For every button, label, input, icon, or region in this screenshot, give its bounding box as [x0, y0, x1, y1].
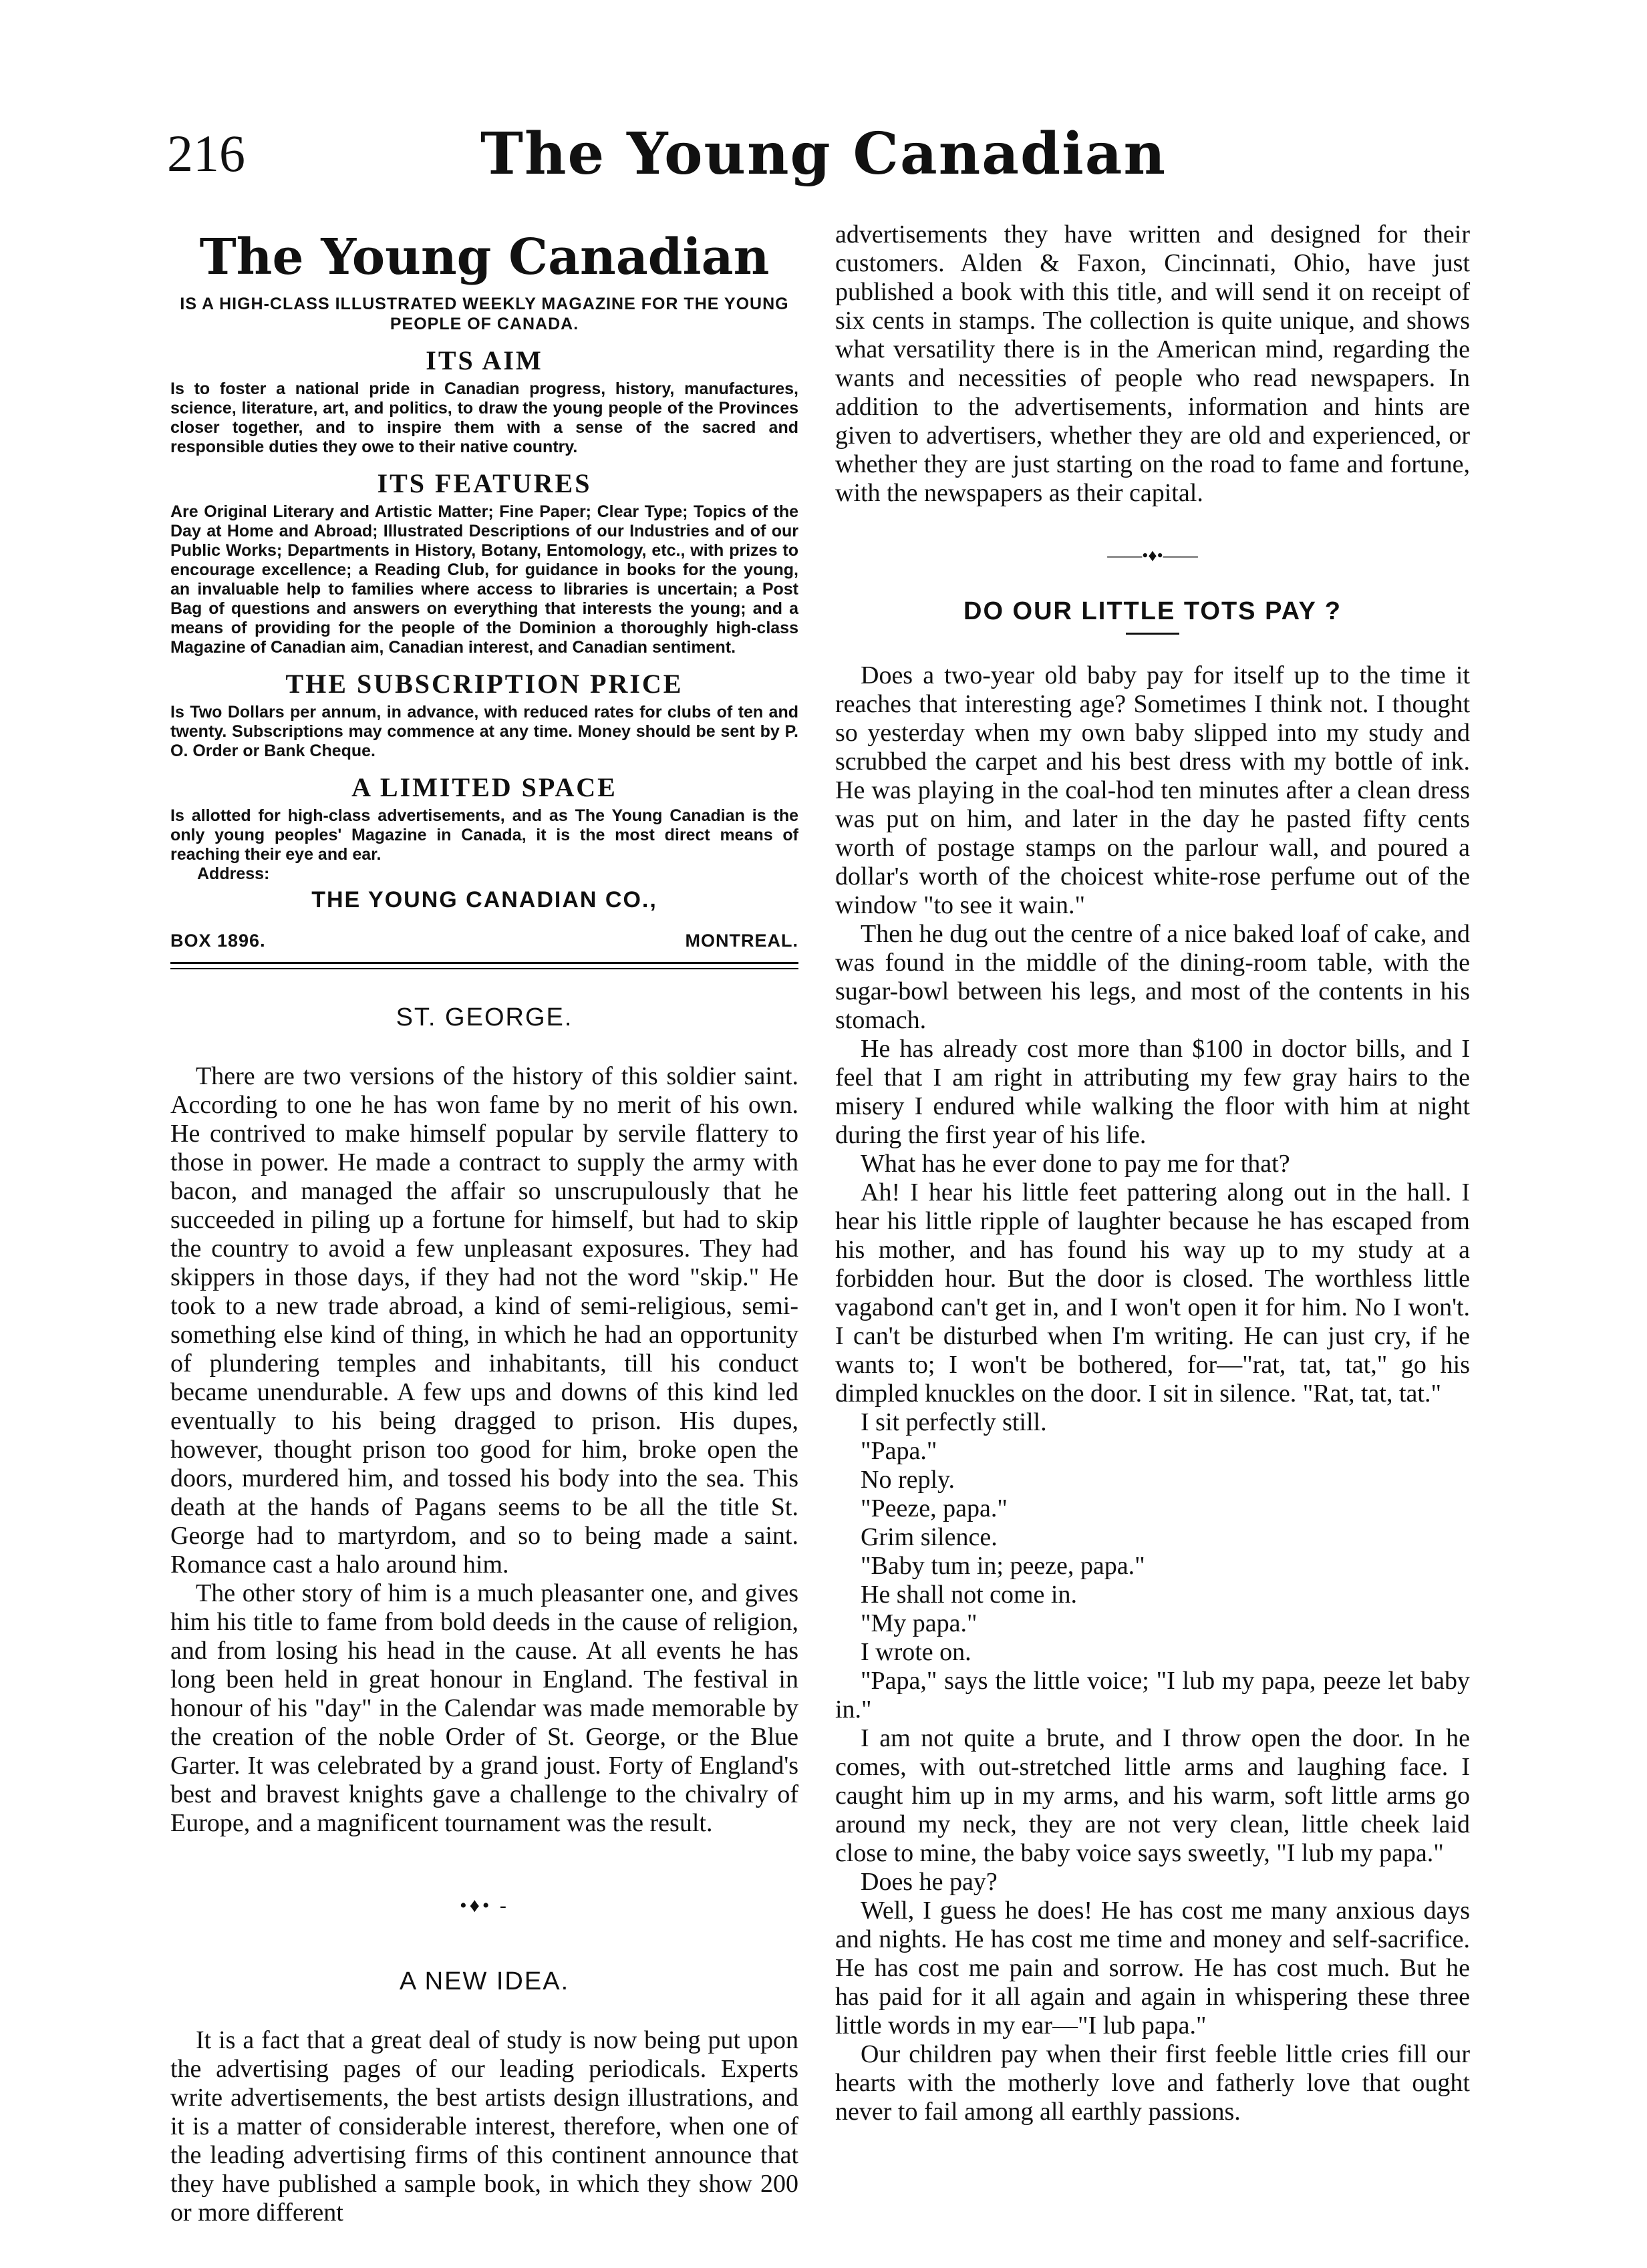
ad-box-subtitle: IS A HIGH-CLASS ILLUSTRATED WEEKLY MAGAZINE FOR THE YOUNG PEOPLE OF CANADA. — [180, 295, 789, 333]
paragraph: The other story of him is a much pleasanter one, and gives him his title to fame from bold deeds in the cause of religion, and from losing his head in the cause. At all events he has long been held in great honour in England. The festival in honour of his "day" in the Calendar was made memorable by the creation of the noble Order of St. George, or the Blue Garter. It was celebrated by a grand joust. Forty of England's best and bravest knights gave a challenge to the chivalry of Europe, and a magnificent tournament was the result. — [170, 1579, 798, 1837]
publication-ad-box — [170, 227, 798, 955]
city: MONTREAL. — [685, 931, 798, 951]
double-rule-divider — [170, 962, 798, 969]
dialogue-line: I wrote on. — [861, 1638, 971, 1666]
paragraph: Then he dug out the centre of a nice baked loaf of cake, and was found in the middle of the dining-room table, with the sugar-bowl between his legs, and most of the contents in his stomach. — [835, 920, 1470, 1034]
address-line — [170, 927, 798, 955]
aim-text: Is to foster a national pride in Canadian progress, history, manufactures, science, literature, art, and politics, to draw the young people of the Provinces closer together, and to inspire them with a sense of the sacred and responsible duties they owe to their native country. — [170, 379, 798, 456]
aim-heading: ITS AIM — [426, 345, 543, 375]
article-title: DO OUR LITTLE TOTS PAY ? — [963, 597, 1342, 625]
address-label: Address: — [197, 864, 270, 883]
left-column — [170, 220, 798, 2227]
section-ornament: •♦• - — [460, 1895, 509, 1917]
paragraph: "Papa," says the little voice; "I lub my papa, peeze let baby in." — [835, 1667, 1470, 1724]
dialogue-line: "My papa." — [861, 1609, 978, 1637]
price-text: Is Two Dollars per annum, in advance, with reduced rates for clubs of ten and twenty. Subscriptions may commence at any time. Money should be sent by P. O. Order or Bank Cheque. — [170, 703, 798, 760]
features-heading: ITS FEATURES — [377, 468, 592, 498]
dialogue-line: "Papa." — [861, 1437, 937, 1465]
article-new-idea — [170, 1967, 798, 2227]
dialogue-line: No reply. — [861, 1466, 955, 1494]
article-little-tots — [835, 597, 1470, 2126]
dialogue-line: "Peeze, papa." — [861, 1494, 1008, 1522]
paragraph: He has already cost more than $100 in doctor bills, and I feel that I am right in attributing my few gray hairs to the misery I endured while walking the floor with him at night during the first year of his life. — [835, 1035, 1470, 1149]
dialogue-line: Does he pay? — [861, 1868, 998, 1896]
features-text: Are Original Literary and Artistic Matter; Fine Paper; Clear Type; Topics of the Day at Home and Abroad; Illustrated Descriptions of our Industries and of our Public Works; Departments in History, Botany, Entomology, etc., with prizes to encourage excellence; a Reading Club, for guidance in books for the young, an invaluable help to families where access to libraries is uncertain; a Post Bag of questions and answers on everything that interests the young; and a means of providing for the people of the Dominion a thoroughly high-class Magazine of Canadian aim, Canadian interest, and Canadian sentiment. — [170, 502, 798, 657]
article-title: A NEW IDEA. — [399, 1967, 570, 1995]
article-st-george — [170, 1003, 798, 1838]
paragraph: I am not quite a brute, and I throw open the door. In he comes, with out-stretched little arms and laughing face. I caught him up in my arms, and his warm, soft little arms go around my neck, they are not very clean, little cheek laid close to mine, the baby voice says sweetly, "I lub my papa." — [835, 1724, 1470, 1867]
ad-box-title: The Young Canadian — [199, 228, 770, 286]
paragraph: Ah! I hear his little feet pattering along out in the hall. I hear his little ripple of laughter because he has escaped from his mother, and has found his way up to my study at a forbidden hour. But the door is closed. The worthless little vagabond can't get in, and I won't open it for him. No I won't. I can't be disturbed when I'm writing. He can just cry, if he wants to; I won't be bothered, for—"rat, tat, tat," go his dimpled knuckles on the door. I sit in silence. "Rat, tat, tat." — [835, 1178, 1470, 1408]
company-name: THE YOUNG CANADIAN CO., — [311, 887, 657, 913]
paragraph: Does a two-year old baby pay for itself up to the time it reaches that interesting age? Sometimes I think not. I thought so yesterday when my own baby slipped into my study and scrubbed the carpet and his best dress with my bottle of ink. He was playing in the coal-hod ten minutes after a clean dress was put on him, and later in the day he pasted fifty cents worth of postage stamps on the parlour wall, and poured a dollar's worth of the choicest white-rose perfume out of the window "to see it wain." — [835, 661, 1470, 919]
paragraph: Our children pay when their first feeble little cries fill our hearts with the motherly love and fatherly love that ought never to fail among all earthly passions. — [835, 2040, 1470, 2126]
section-ornament: ——•♦•—— — [1107, 546, 1198, 565]
page-header — [0, 0, 1647, 200]
paragraph: What has he ever done to pay me for that? — [861, 1150, 1290, 1178]
paragraph: It is a fact that a great deal of study is now being put upon the advertising pages of our leading periodicals. Experts write advertisements, the best artists design illustrations, and it is a matter of considerable interest, therefore, when one of the leading advertising firms of this continent announce that they have published a sample book, in which they show 200 or more different — [170, 2026, 798, 2227]
dialogue-line: I sit perfectly still. — [861, 1408, 1047, 1436]
dialogue-line: "Baby tum in; peeze, papa." — [861, 1552, 1145, 1580]
paragraph: There are two versions of the history of this soldier saint. According to one he has won fame by no merit of his own. He contrived to make himself popular by servile flattery to those in power. He made a contract to supply the army with bacon, and managed the affair so unscrupulously that he succeeded in piling up a fortune for himself, but had to skip the country to avoid a few unpleasant exposures. They had skippers in those days, if they had not the word "skip." He took to a new trade abroad, a kind of semi-religious, semi-something else kind of thing, in which he had an opportunity of plundering temples and inhabitants, till his conduct became unendurable. A few ups and downs of this kind led eventually to his being dragged to prison. His dupes, however, thought prison too good for him, broke open the doors, murdered him, and tossed his body into the sea. This death at the hands of Pagans seems to be all the title St. George had to martyrdom, and so to being made a saint. Romance cast a halo around him. — [170, 1062, 798, 1579]
article-continuation: advertisements they have written and designed for their customers. Alden & Faxon, Cincinnati, Ohio, have just published a book with this title, and will send it on receipt of six cents in stamps. The collection is quite unique, and shows what versatility there is in the American mind, regarding the wants and necessities of people who read newspapers. In addition to the advertisements, information and hints are given to advertisers, whether they are old and experienced, or whether they are just starting on the road to fame and fortune, with the newspapers as their capital. — [835, 220, 1470, 507]
space-heading: A LIMITED SPACE — [351, 772, 617, 802]
right-column — [835, 220, 1470, 2126]
price-heading: THE SUBSCRIPTION PRICE — [285, 669, 684, 699]
dialogue-line: Grim silence. — [861, 1523, 998, 1551]
space-text: Is allotted for high-class advertisements, and as The Young Canadian is the only young peoples' Magazine in Canada, it is the most direct means of reaching their eye and ear. — [170, 806, 798, 864]
article-title: ST. GEORGE. — [396, 1003, 573, 1031]
page-number: 216 — [167, 124, 245, 182]
box-number: BOX 1896. — [170, 931, 266, 951]
title-rule — [1126, 633, 1179, 635]
paragraph: Well, I guess he does! He has cost me many anxious days and nights. He has cost me time and money and self-sacrifice. He has cost me pain and sorrow. He has cost much. But he has paid for it all again and again in whispering these three little words in my ear—"I lub papa." — [835, 1897, 1470, 2040]
masthead-title: The Young Canadian — [480, 120, 1167, 188]
dialogue-line: He shall not come in. — [861, 1581, 1077, 1609]
